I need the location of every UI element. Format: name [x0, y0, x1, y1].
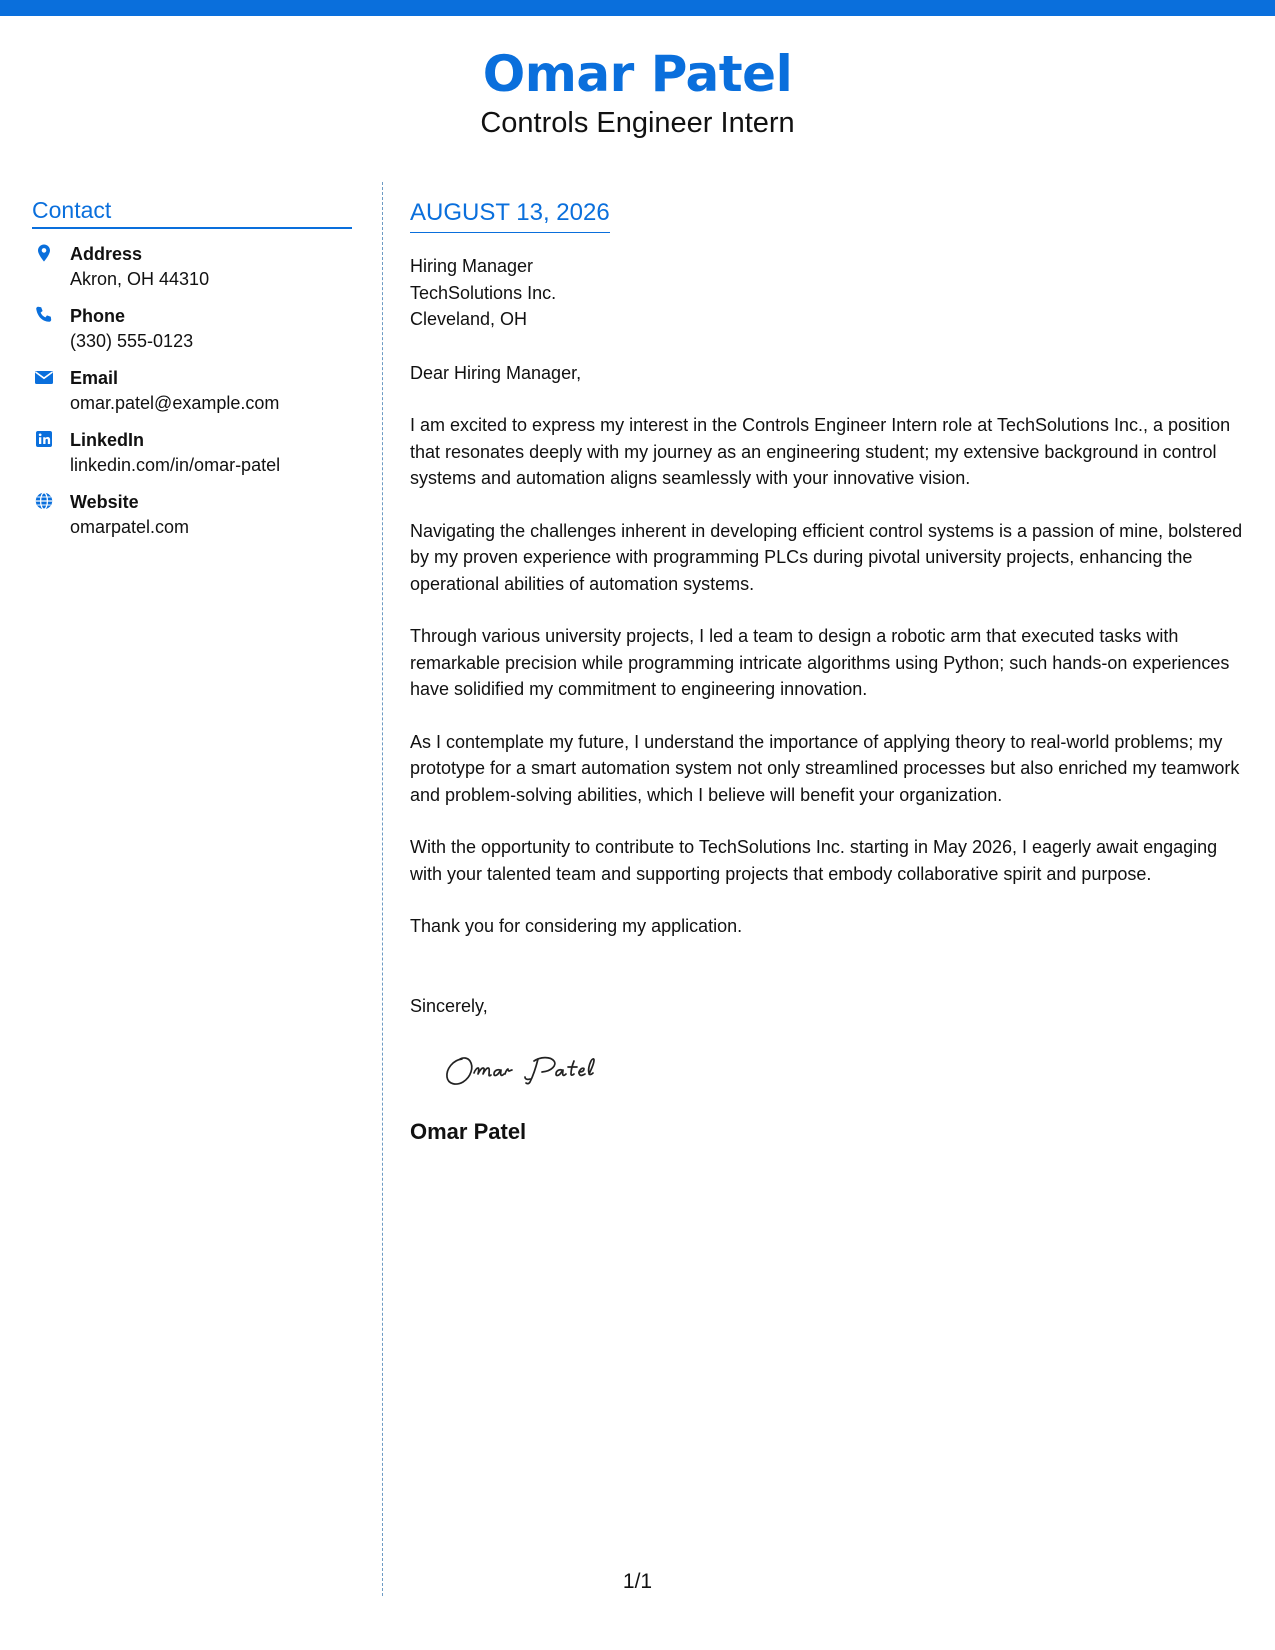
letter-paragraph: As I contemplate my future, I understand the importance of applying theory to real-world problems; my prototype for a smart automation system not only streamlined processes but also enriched my teamwork and problem-solving abilities, which I believe will benefit your organization.	[410, 731, 1240, 805]
contact-sidebar	[32, 196, 352, 552]
website-link[interactable]: omarpatel.com	[70, 517, 190, 537]
contact-label: Phone	[70, 306, 126, 326]
letter-paragraph: I am excited to express my interest in the Controls Engineer Intern role at TechSolutions Inc., a position that resonates deeply with my journey as an engineering student; my extensive background in control systems and automation aligns seamlessly with your innovative vision.	[410, 415, 1231, 488]
recipient-title: Hiring Manager	[410, 256, 534, 276]
letter-paragraph: Through various university projects, I led a team to design a robotic arm that executed tasks with remarkable precision while programming intricate algorithms using Python; such hands-on experiences have solidified my commitment to engineering innovation.	[410, 626, 1230, 699]
letter-paragraph: Navigating the challenges inherent in developing efficient control systems is a passion of mine, bolstered by my proven experience with programming PLCs during pivotal university projects, enhancing the operational abilities of automation systems.	[410, 520, 1243, 594]
recipient-company: TechSolutions Inc.	[410, 282, 557, 303]
handwritten-signature	[438, 1039, 658, 1099]
letter-paragraph: Thank you for considering my application.	[410, 916, 743, 936]
contact-item-email	[32, 366, 352, 416]
globe-icon	[34, 491, 54, 511]
signed-name: Omar Patel	[410, 1119, 527, 1144]
page-number: 1/1	[622, 1570, 653, 1593]
contact-item-linkedin	[32, 428, 352, 478]
applicant-name: Omar Patel	[482, 45, 793, 103]
page-header	[0, 44, 1275, 140]
contact-heading: Contact	[32, 196, 352, 229]
email-link[interactable]: omar.patel@example.com	[70, 393, 280, 413]
letter-body	[410, 198, 1245, 1146]
salutation: Dear Hiring Manager,	[410, 362, 582, 383]
contact-item-phone	[32, 304, 352, 354]
contact-item-website	[32, 490, 352, 540]
location-pin-icon	[34, 243, 54, 263]
phone-icon	[34, 305, 54, 325]
contact-value: (330) 555-0123	[70, 331, 194, 351]
recipient-block	[410, 253, 1245, 333]
contact-label: Email	[70, 368, 119, 388]
applicant-role: Controls Engineer Intern	[480, 107, 795, 139]
column-divider	[382, 182, 383, 1596]
email-icon	[34, 367, 54, 387]
linkedin-icon	[34, 429, 54, 449]
top-accent-bar	[0, 0, 1275, 16]
closing: Sincerely,	[410, 995, 488, 1016]
contact-label: Website	[70, 492, 139, 512]
contact-label: LinkedIn	[70, 430, 145, 450]
letter-date: AUGUST 13, 2026	[410, 198, 610, 233]
contact-value: Akron, OH 44310	[70, 269, 210, 289]
recipient-location: Cleveland, OH	[410, 309, 528, 329]
contact-item-address	[32, 242, 352, 292]
letter-paragraph: With the opportunity to contribute to TechSolutions Inc. starting in May 2026, I eagerly await engaging with your talented team and supporting projects that embody collaborative spirit and purpose.	[410, 837, 1218, 884]
linkedin-link[interactable]: linkedin.com/in/omar-patel	[70, 455, 281, 475]
contact-label: Address	[70, 244, 143, 264]
